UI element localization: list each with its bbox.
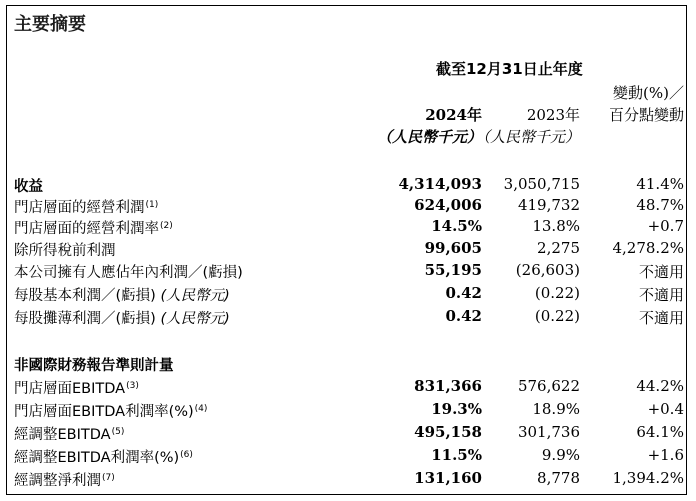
- value-2023: (0.22): [534, 284, 580, 302]
- value-change: 64.1%: [636, 423, 684, 441]
- table-row: [14, 400, 684, 421]
- footnote-ref: (6): [180, 450, 193, 460]
- value-2023: 3,050,715: [503, 175, 580, 193]
- table-row: [14, 469, 684, 490]
- row-label: 每股基本利潤／(虧損) (人民幣元): [14, 288, 230, 304]
- value-2024: 0.42: [445, 307, 482, 325]
- value-2023: 8,778: [537, 469, 580, 487]
- footnote-ref: (3): [126, 381, 139, 391]
- unit-2023: （人民幣千元）: [474, 128, 580, 146]
- table-row: [14, 307, 684, 328]
- value-change: 不適用: [638, 286, 684, 304]
- row-label: 經調整EBITDA$^{(5)}$: [14, 427, 125, 443]
- value-change: 4,278.2%: [612, 239, 684, 257]
- value-2023: (26,603): [515, 261, 580, 279]
- row-label: 門店層面EBITDA$^{(3)}$: [14, 381, 139, 397]
- row-label: 本公司擁有人應佔年內利潤／(虧損): [14, 265, 243, 281]
- row-label: 經調整EBITDA利潤率(%)$^{(6)}$: [14, 450, 193, 466]
- footnote-ref: (2): [160, 221, 173, 231]
- change-header-line1: 變動(%)／: [613, 84, 684, 102]
- value-2023: (0.22): [534, 307, 580, 325]
- change-header-line2: 百分點變動: [608, 106, 684, 124]
- value-2024: 0.42: [445, 284, 482, 302]
- value-change: +0.7: [647, 217, 684, 235]
- value-2024: 4,314,093: [398, 175, 482, 193]
- value-2023: 301,736: [517, 423, 580, 441]
- footnote-ref: (5): [111, 427, 125, 437]
- row-label: 門店層面的經營利潤率$^{(2)}$: [14, 221, 173, 237]
- row-label-unit: (人民幣元): [160, 311, 230, 327]
- footnote-ref: (7): [102, 473, 115, 483]
- value-change: 48.7%: [636, 196, 684, 214]
- year-2024: 2024年: [425, 106, 482, 124]
- column-header-2024: [377, 104, 482, 148]
- table-row: [14, 377, 684, 398]
- row-label-unit: (人民幣元): [160, 288, 230, 304]
- value-2023: 13.8%: [532, 217, 580, 235]
- value-2023: 576,622: [517, 377, 580, 395]
- table-row: [14, 446, 684, 467]
- period-header: 截至12月31日止年度: [436, 60, 583, 78]
- value-2024: 131,160: [414, 469, 482, 487]
- value-change: 不適用: [638, 309, 684, 327]
- value-2024: 19.3%: [431, 400, 482, 418]
- table-row: [14, 284, 684, 305]
- value-2023: 419,732: [517, 196, 580, 214]
- value-2023: 18.9%: [532, 400, 580, 418]
- value-change: 44.2%: [636, 377, 684, 395]
- table-row: [14, 175, 684, 196]
- row-label: 除所得稅前利潤: [14, 243, 116, 259]
- value-change: +1.6: [647, 446, 684, 464]
- value-2024: 495,158: [414, 423, 482, 441]
- value-2024: 55,195: [424, 261, 482, 279]
- row-label: 每股攤薄利潤／(虧損) (人民幣元): [14, 311, 230, 327]
- value-2024: 99,605: [424, 239, 482, 257]
- table-row: [14, 261, 684, 282]
- page-title: 主要摘要: [14, 14, 86, 35]
- value-2023: 2,275: [537, 239, 580, 257]
- value-2024: 11.5%: [431, 446, 482, 464]
- row-label: 門店層面的經營利潤$^{(1)}$: [14, 200, 159, 216]
- table-row: [14, 217, 684, 238]
- year-2023: 2023年: [526, 106, 580, 124]
- value-2024: 624,006: [414, 196, 482, 214]
- change-column-header: [574, 82, 684, 126]
- value-2024: 831,366: [414, 377, 482, 395]
- value-2024: 14.5%: [431, 217, 482, 235]
- unit-2024: （人民幣千元）: [376, 128, 482, 146]
- section-title-non-ifrs: 非國際財務報告準則計量: [14, 358, 174, 374]
- footnote-ref: (4): [194, 404, 208, 414]
- column-header-2023: [475, 104, 580, 148]
- row-label: 經調整淨利潤$^{(7)}$: [14, 473, 115, 489]
- table-row: [14, 196, 684, 217]
- row-label: 門店層面EBITDA利潤率(%)$^{(4)}$: [14, 404, 208, 420]
- table-row: [14, 239, 684, 260]
- value-change: 不適用: [638, 263, 684, 281]
- value-2023: 9.9%: [541, 446, 580, 464]
- value-change: 41.4%: [636, 175, 684, 193]
- value-change: +0.4: [647, 400, 684, 418]
- value-change: 1,394.2%: [612, 469, 684, 487]
- footnote-ref: (1): [145, 200, 159, 210]
- table-row: [14, 423, 684, 444]
- row-label: 收益: [14, 179, 43, 195]
